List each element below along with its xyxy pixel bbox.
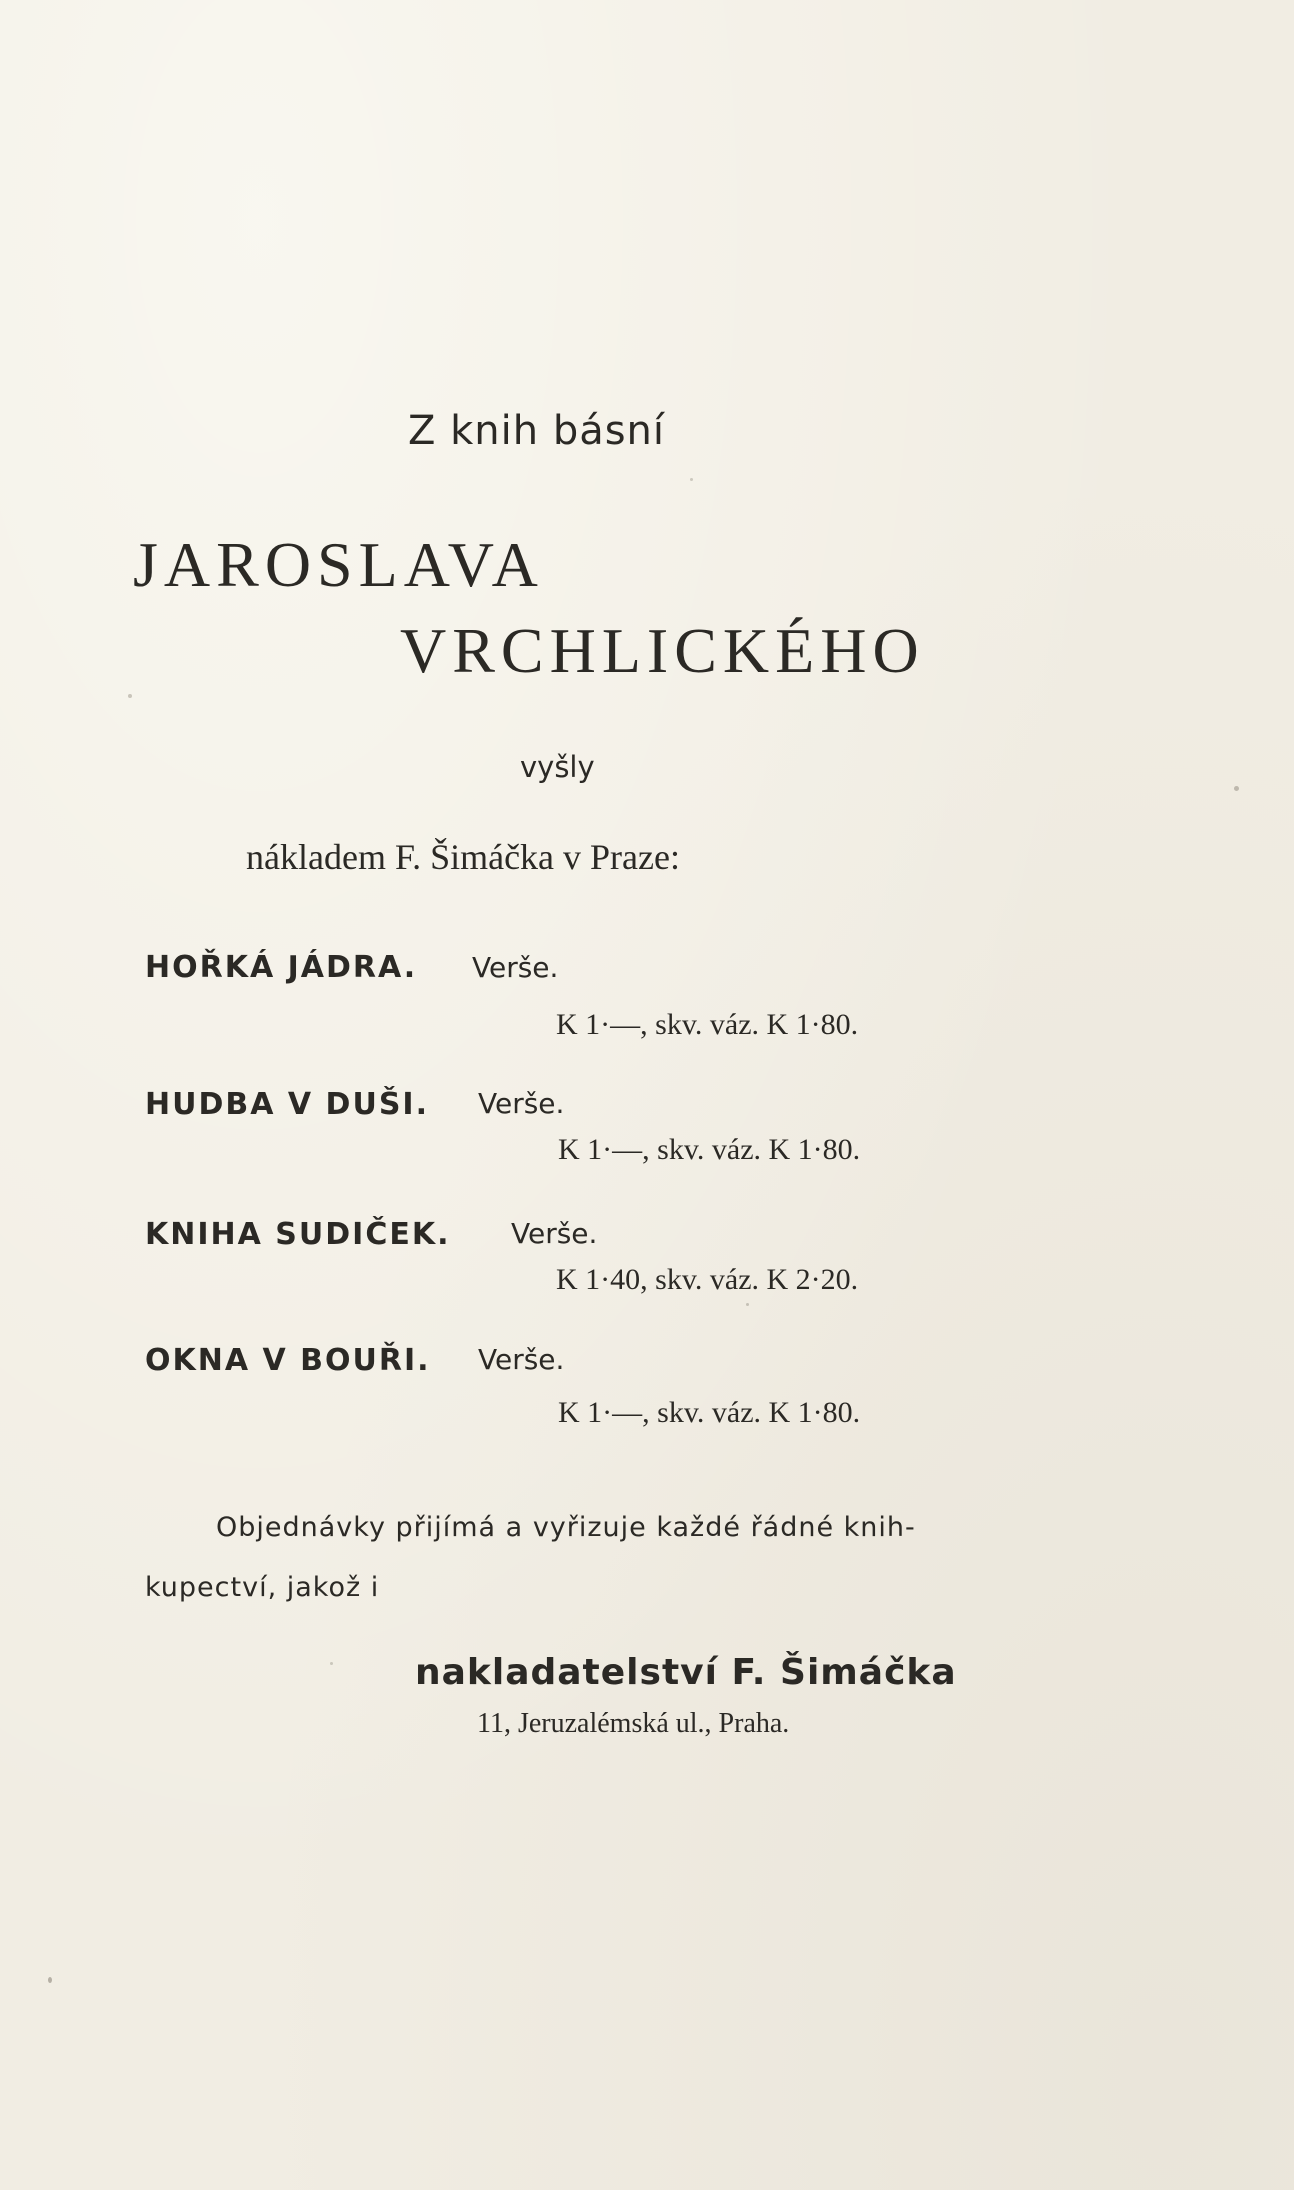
- book-price: K 1·—, skv. váz. K 1·80.: [558, 1133, 861, 1166]
- paper-speck: [690, 478, 693, 481]
- author-first-name: JAROSLAVA: [133, 529, 544, 600]
- ordering-line-1: Objednávky přijímá a vyřizuje každé řádné knih-: [216, 1512, 916, 1543]
- published-label: vyšly: [520, 750, 595, 784]
- ordering-line-2: kupectví, jakož i: [145, 1572, 380, 1603]
- book-price: K 1·40, skv. váz. K 2·20.: [556, 1263, 859, 1296]
- paper-speck: [746, 1303, 749, 1306]
- book-price: K 1·—, skv. váz. K 1·80.: [556, 1008, 859, 1041]
- publisher-address: 11, Jeruzalémská ul., Praha.: [477, 1708, 790, 1739]
- book-price: K 1·—, skv. váz. K 1·80.: [558, 1396, 861, 1429]
- book-genre: Verše.: [472, 951, 559, 984]
- book-title: KNIHA SUDIČEK.: [145, 1217, 451, 1252]
- paper-speck: [48, 1977, 52, 1983]
- book-title: OKNA V BOUŘI.: [145, 1343, 431, 1378]
- paper-speck: [1234, 786, 1239, 791]
- author-last-name: VRCHLICKÉHO: [400, 615, 925, 686]
- book-title: HOŘKÁ JÁDRA.: [145, 950, 418, 985]
- heading-intro: Z knih básní: [408, 408, 666, 454]
- book-title: HUDBA V DUŠI.: [145, 1087, 429, 1122]
- paper-speck: [128, 694, 132, 698]
- book-genre: Verše.: [478, 1087, 565, 1120]
- book-genre: Verše.: [511, 1217, 598, 1250]
- paper-speck: [330, 1662, 333, 1665]
- publisher-line: nákladem F. Šimáčka v Praze:: [246, 837, 680, 877]
- publisher-name: nakladatelství F. Šimáčka: [415, 1652, 957, 1693]
- book-genre: Verše.: [478, 1343, 565, 1376]
